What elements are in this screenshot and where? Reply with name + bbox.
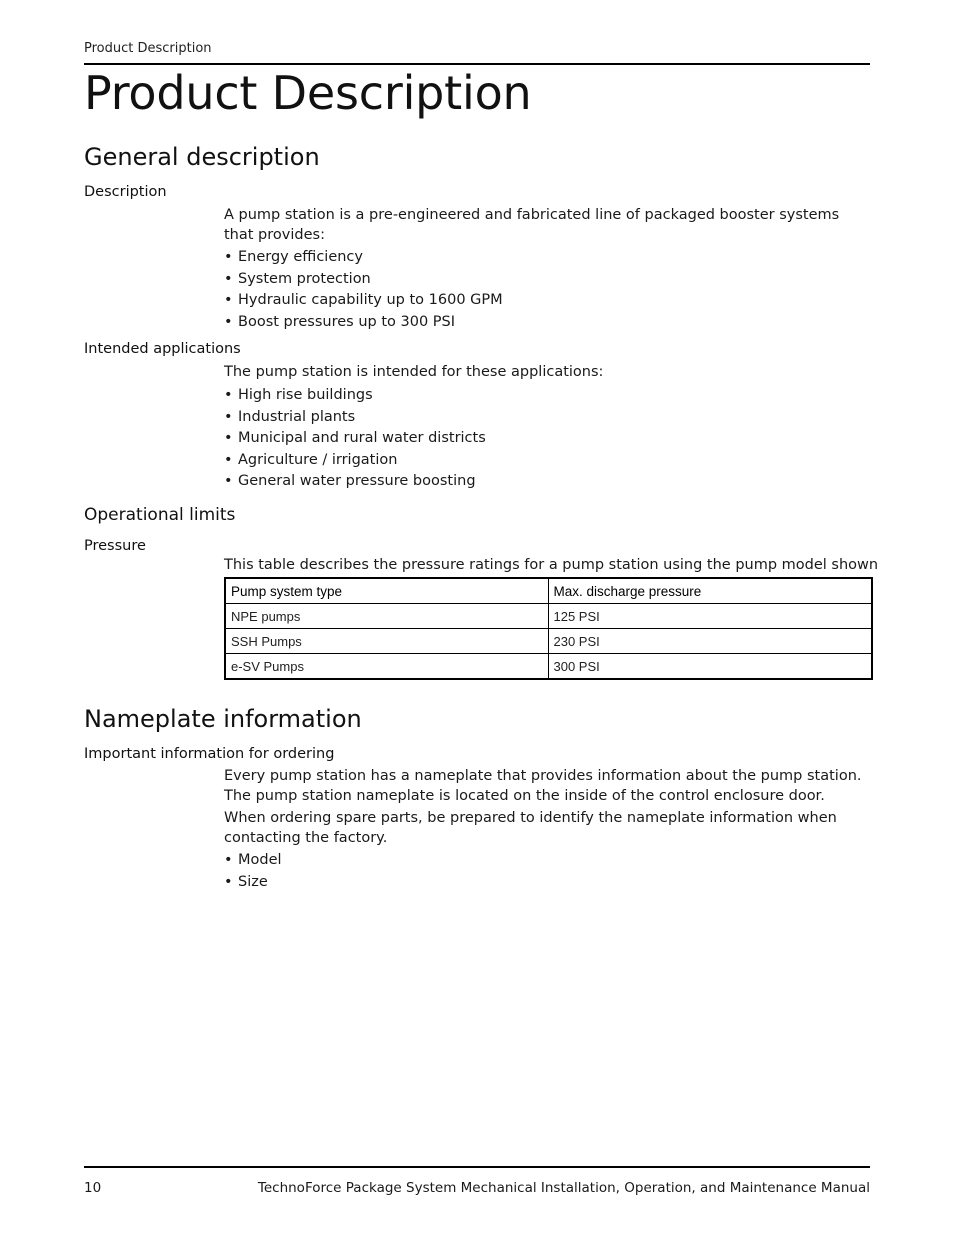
column-header: Pump system type [225,578,548,604]
list-item: • System protection [224,269,503,291]
pressure-label: Pressure [84,538,146,554]
section-heading-limits: Operational limits [84,505,236,525]
table-header-row [225,578,872,604]
list-item: • Municipal and rural water districts [224,428,486,450]
list-item: • Boost pressures up to 300 PSI [224,312,503,334]
table-row [225,629,872,654]
footer-title: TechnoForce Package System Mechanical Installation, Operation, and Maintenance Manual [257,1180,870,1196]
table-cell: NPE pumps [225,604,548,629]
description-intro: A pump station is a pre-engineered and fabricated line of packaged booster systems that provides: [224,207,840,243]
list-item: • Industrial plants [224,407,486,429]
page-number: 10 [84,1180,102,1196]
description-label: Description [84,184,167,200]
footer-rule [84,1166,870,1168]
table-row [225,604,872,629]
list-item: • Agriculture / irrigation [224,450,486,472]
list-item: • Energy efficiency [224,247,503,269]
list-item: • High rise buildings [224,385,486,407]
ordering-label: Important information for ordering [84,746,335,762]
running-head: Product Description [84,41,212,56]
applications-list [224,385,486,493]
nameplate-list [224,850,282,893]
table-cell: SSH Pumps [225,629,548,654]
pressure-intro: This table describes the pressure ratings for a pump station using the pump model shown [224,557,879,573]
nameplate-paragraph: Every pump station has a nameplate that provides information about the pump station. The pump station nameplate is located on the inside of the control enclosure door. [224,768,862,804]
document-page [84,0,879,1235]
list-item: • Hydraulic capability up to 1600 GPM [224,290,503,312]
list-item: • General water pressure boosting [224,471,486,493]
page-title: Product Description [84,66,532,120]
column-header: Max. discharge pressure [548,578,872,604]
table-row [225,654,872,680]
table-cell: e-SV Pumps [225,654,548,680]
description-list [224,247,503,333]
table-cell: 230 PSI [548,629,872,654]
section-heading-general: General description [84,143,320,171]
list-item: • Size [224,872,282,894]
applications-intro: The pump station is intended for these applications: [224,364,604,380]
section-heading-nameplate: Nameplate information [84,705,362,733]
header-rule [84,63,870,65]
table-cell: 125 PSI [548,604,872,629]
list-item: • Model [224,850,282,872]
applications-label: Intended applications [84,341,241,357]
ordering-paragraph: When ordering spare parts, be prepared to identify the nameplate information when contacting the factory. [224,810,837,846]
table-cell: 300 PSI [548,654,872,680]
pressure-ratings-table [224,577,873,680]
